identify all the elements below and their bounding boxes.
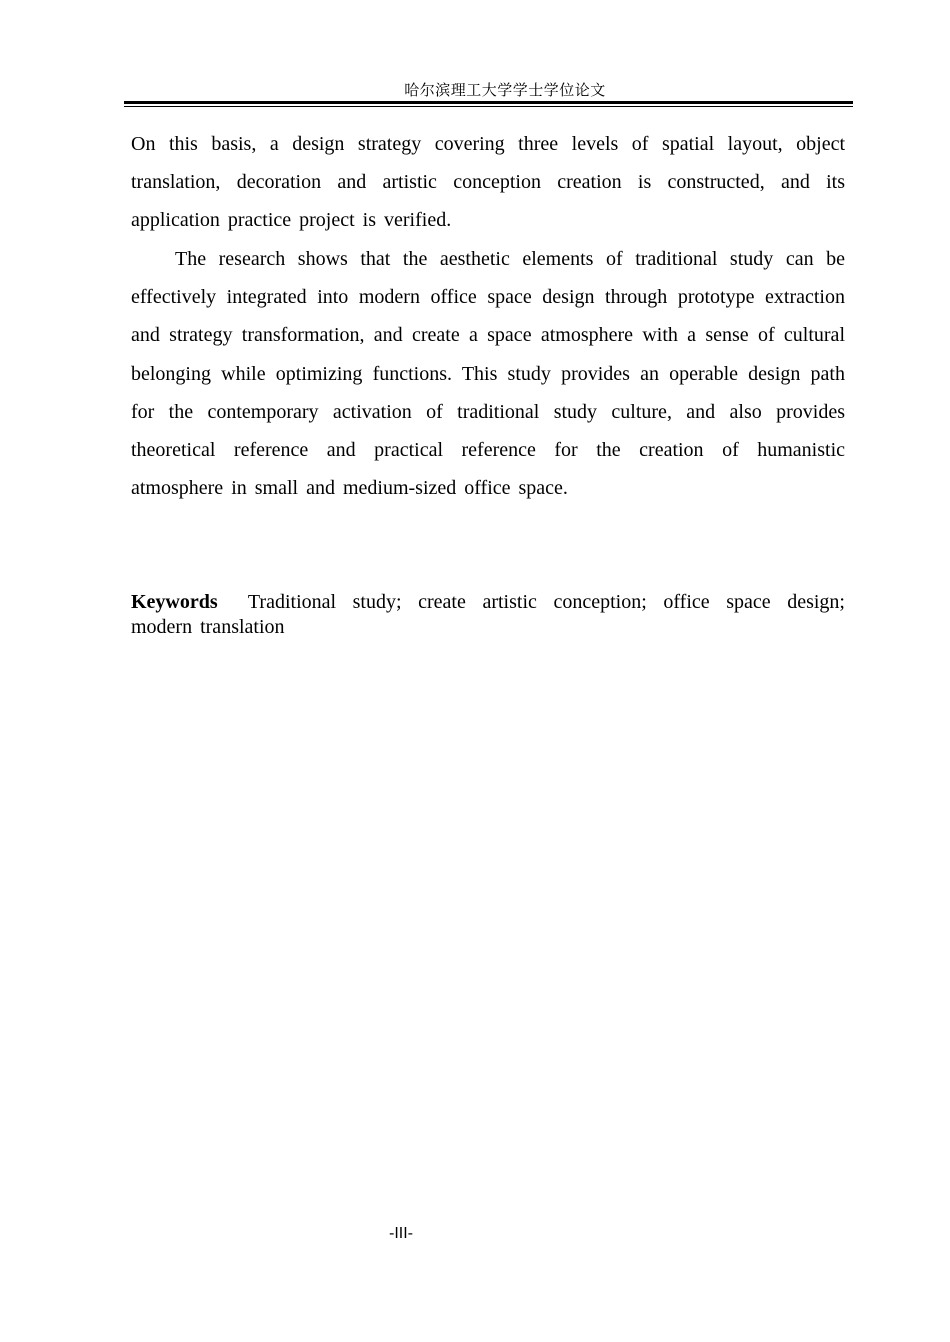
keywords-text: Traditional study; create artistic conception; office space design; modern translation xyxy=(131,591,845,638)
keywords-label: Keywords xyxy=(131,591,218,613)
header-rule-thin xyxy=(124,106,853,107)
page-number: -III- xyxy=(388,1224,414,1242)
abstract-paragraph-2: The research shows that the aesthetic elements of traditional study can be effectively integrated into modern office space design through prototype extraction and strategy transformation, and create a space atmosphere with a sense of cultural belonging while optimizing functions. This study provides an operable design path for the contemporary activation of traditional study culture, and also provides theoretical reference and practical reference for the creation of humanistic atmosphere in small and medium-sized office space. xyxy=(131,248,845,500)
keywords-line xyxy=(131,590,845,640)
running-header-title: 哈尔滨理工大学学士学位论文 xyxy=(404,81,606,99)
abstract-paragraph-1: On this basis, a design strategy covering three levels of spatial layout, object translation, decoration and artistic conception creation is constructed, and its application practice project is verified. xyxy=(131,133,845,232)
header-rule-thick xyxy=(124,101,853,104)
